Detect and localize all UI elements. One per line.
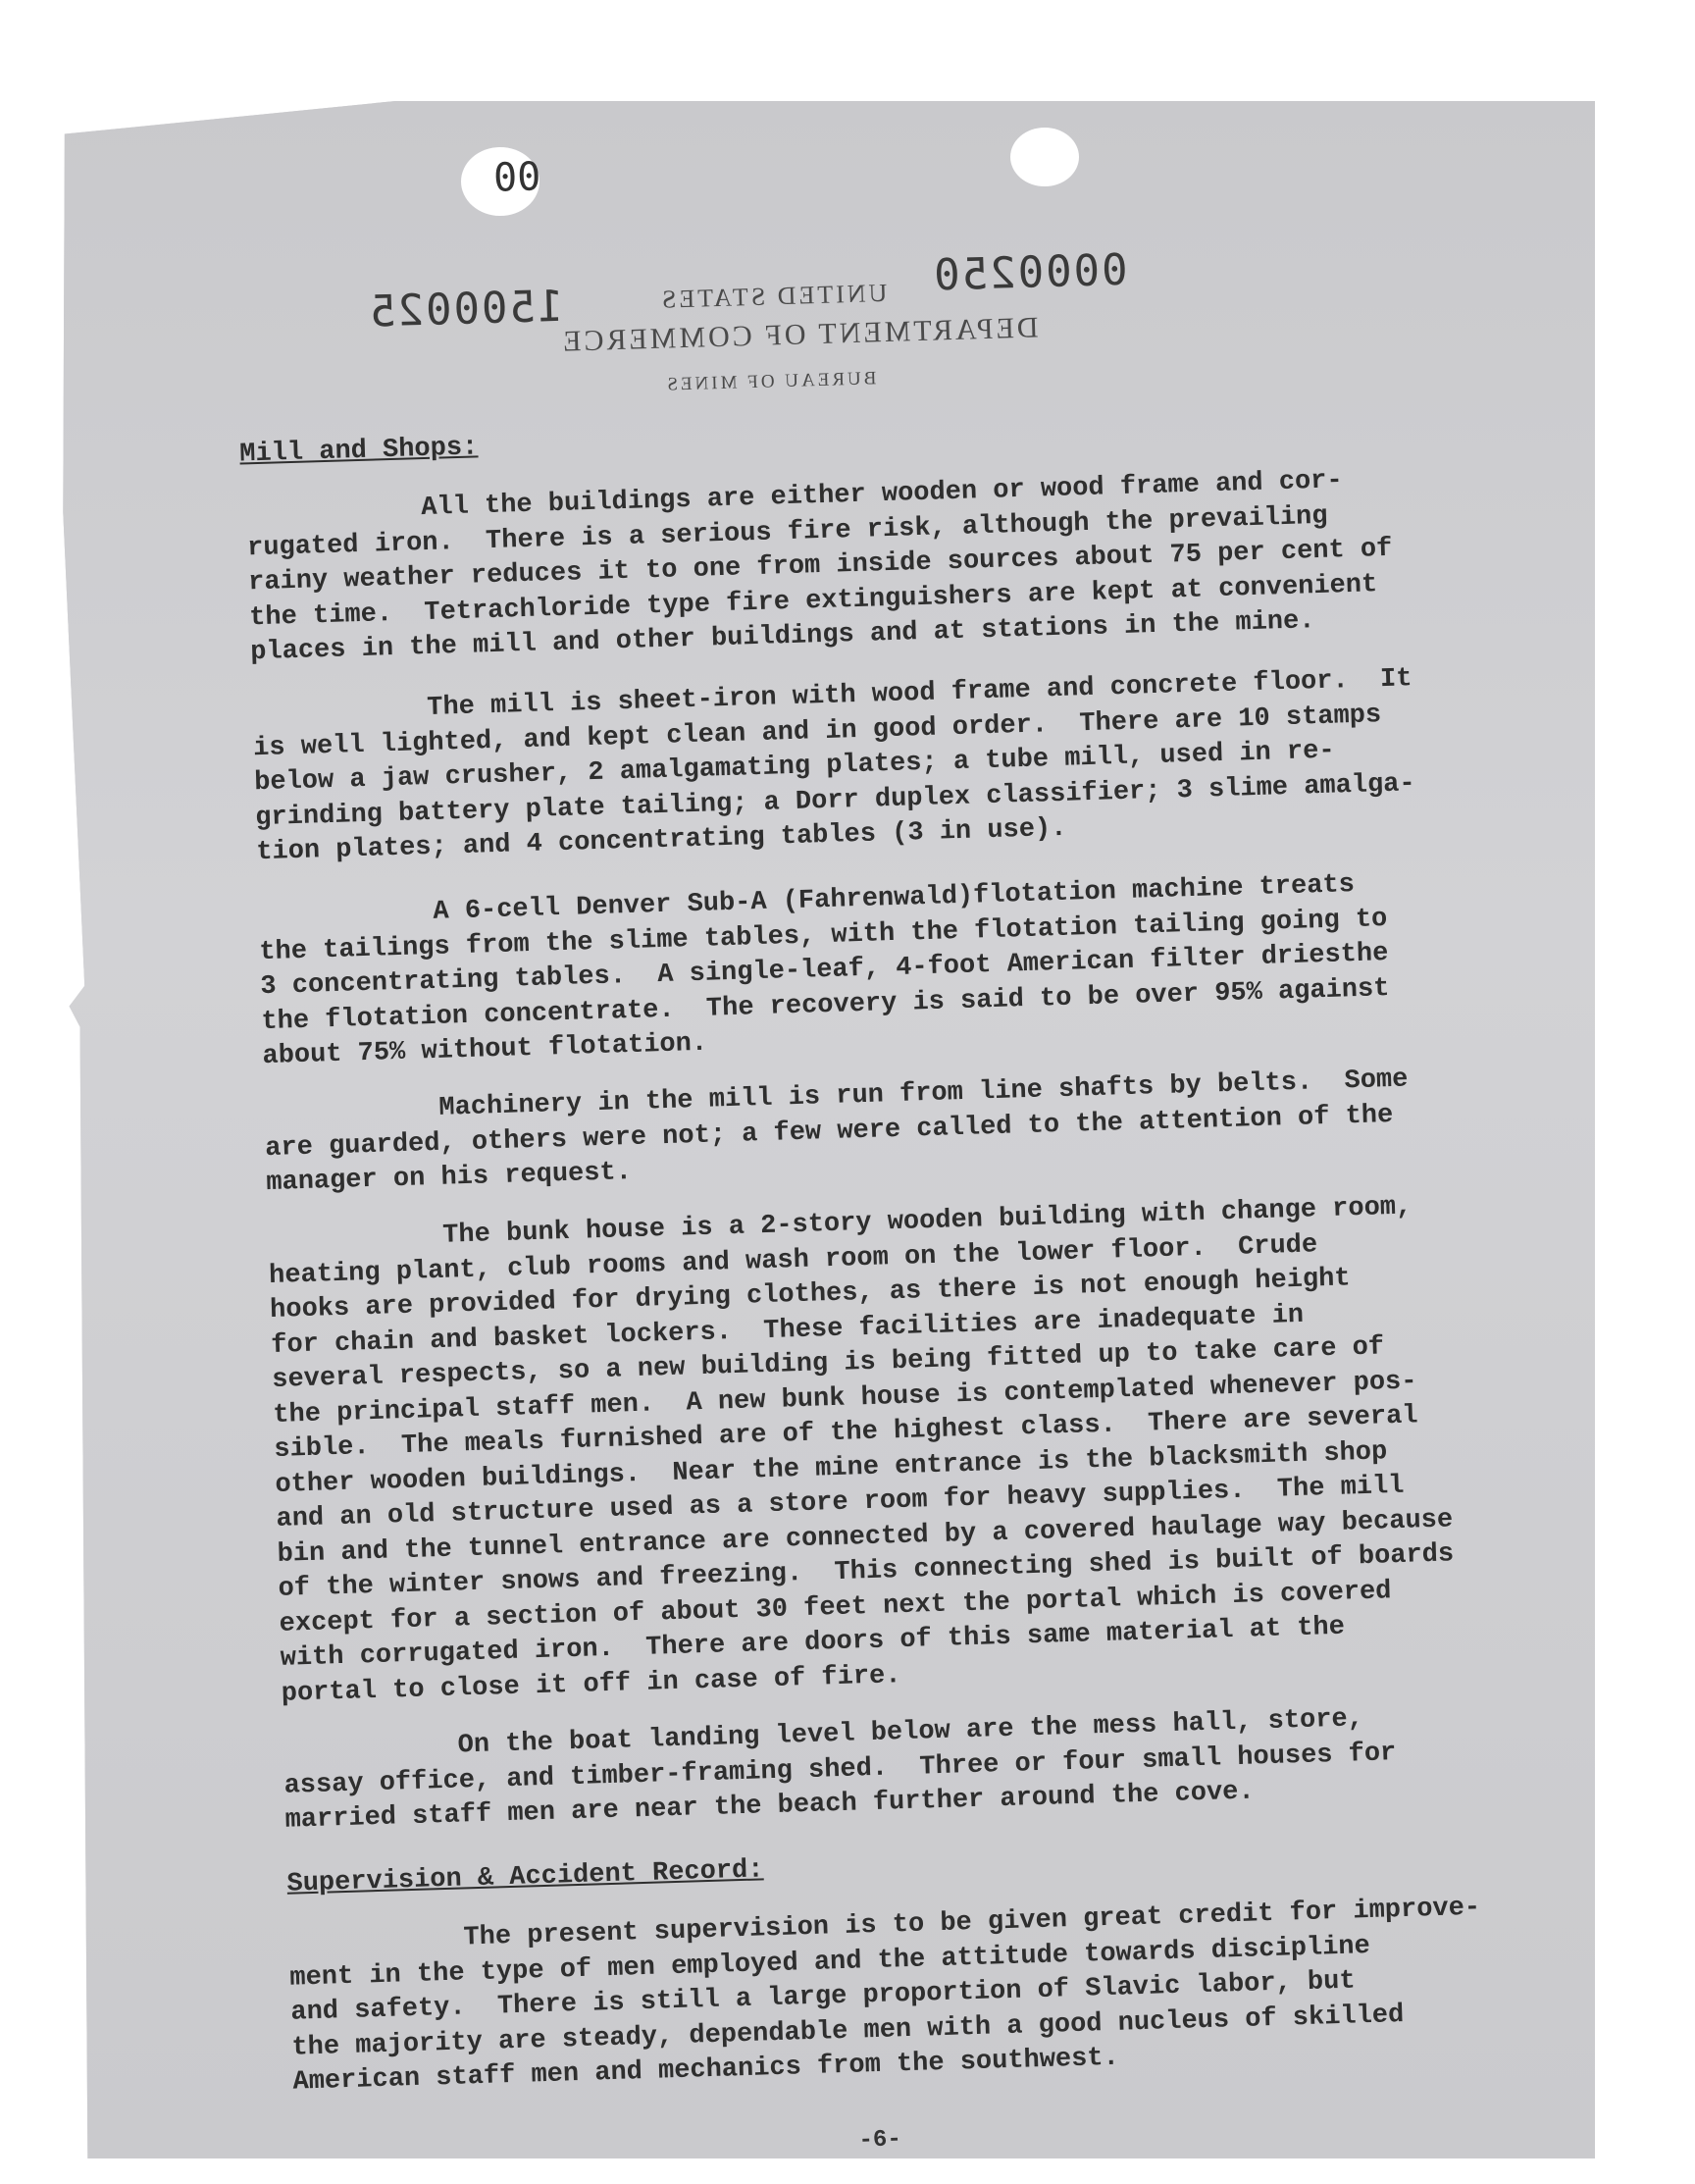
paragraph: All the buildings are either wooden or wood frame and cor- rugated iron. There is a serious fire risk, although the prevailing rainy weather reduces it to one from inside sources about 75 per cent of the time. Tetrachloride type fire extinguishers are kept at convenient places in the mill and other buildings and at stations in the mine. [245,466,1393,668]
page-number: -6- [858,2126,902,2155]
paragraph: Machinery in the mill is run from line shafts by belts. Some are guarded, others were not; a few were called to the attention of the manager on his request. [263,1065,1409,1199]
section-heading-mill-and-shops: Mill and Shops: [238,433,479,470]
paragraph: The present supervision is to be given great credit for improve- ment in the type of men employed and the attitude towards discipline and safety. There is still a large proportion of Slavic labor, but the majority are steady, dependable men with a good nucleus of skilled American staff men and mechanics from the southwest. [287,1893,1481,2098]
serial-number-left: 1500025 [367,281,565,338]
serial-number-right: 0000250 [931,244,1129,301]
paragraph: The bunk house is a 2-story wooden building with change room, heating plant, club rooms and wash room on the lower floor. Crude hooks are provided for drying clothes, as there is not enough height for chain and basket lockers. These facilities are inadequate in several respects, so a new building is being fitted up to take care of the principal staff men. A new bunk house is contemplated whenever pos- sible. The meals furnished are of the highest class. There are several other wooden buildings. Near the mine entrance is the blacksmith shop and an old structure used as a store room for heavy supplies. The mill bin and the tunnel entrance are connected by a covered haulage way because of the winter snows and freezing. This connecting shed is built of boards except for a section of about 30 feet next the portal which is covered with corrugated iron. There are doors of this same material at the portal to close it off in case of fire. [267,1192,1455,1709]
letterhead-line-2: DEPARTMENT OF COMMERCE [559,311,1039,358]
paragraph: The mill is sheet-iron with wood frame and concrete floor. It is well lighted, and kept clean and in good order. There are 10 stamps below a jaw crusher, 2 amalgamating plates; a tube mill, used in re- grinding battery plate tailing; a Dorr duplex classifier; 3 slime amalga- tion plates; and 4 concentrating tables (3 in use). [251,664,1416,868]
section-heading-supervision: Supervision & Accident Record: [286,1855,764,1899]
paragraph: A 6-cell Denver Sub-A (Fahrenwald)flotation machine treats the tailings from the slime tables, with the flotation tailing going to 3 concentrating tables. A single-leaf, 4-foot American filter driesthe the flotation concentrate. The recovery is said to be over 95% against about 75% without flotation. [257,870,1390,1072]
letterhead-line-3: BUREAU OF MINES [664,368,877,395]
letterhead-line-1: UNITED STATES [658,278,888,314]
paragraph: On the boat landing level below are the mess hall, store, assay office, and timber-framing shed. Three or four small houses for married staff men are near the beach further around the cove. [282,1704,1397,1836]
top-mark: 00 [492,154,541,201]
